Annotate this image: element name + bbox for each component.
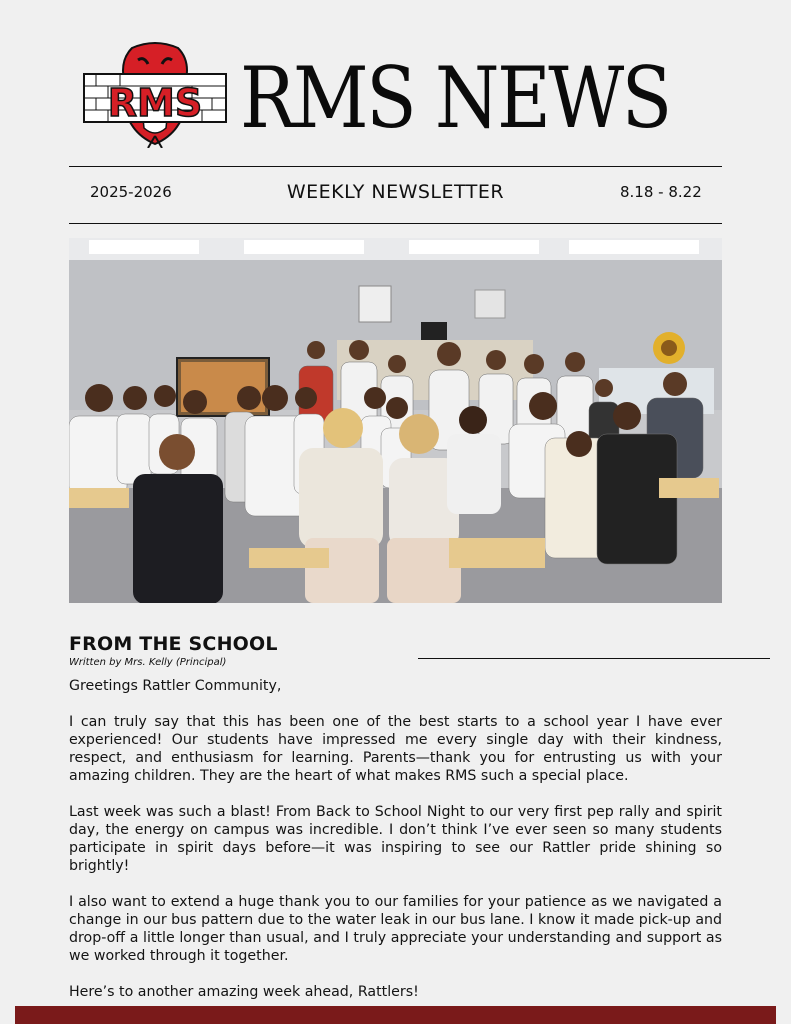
class-group-photo [69, 238, 722, 603]
rattler-logo-icon [82, 40, 228, 148]
article-body [69, 677, 722, 1019]
logo-text: RMS [107, 81, 203, 125]
school-year: 2025-2026 [90, 183, 172, 201]
date-range: 8.18 - 8.22 [620, 183, 702, 201]
newsletter-title: RMS NEWS [240, 49, 670, 147]
paragraph: I can truly say that this has been one of the best starts to a school year I have ever experienced! Our students have impressed me every single day with their kindness, respect, and enthusiasm for learning. Parents—thank you for entrusting us with your amazing children. They are the heart of what makes RMS such a special place. [69, 714, 722, 784]
newsletter-label: WEEKLY NEWSLETTER [286, 181, 505, 203]
paragraph: Last week was such a blast! From Back to School Night to our very first pep rally and spirit day, the energy on campus was incredible. I don’t think I’ve ever seen so many students participate in spirit days before—it was inspiring to see our Rattler pride shining so brightly! [69, 804, 722, 874]
author-byline: Written by Mrs. Kelly (Principal) [69, 657, 227, 668]
paragraph: I also want to extend a huge thank you to our families for your patience as we navigated a change in our bus pattern due to the water leak in our bus lane. I know it made pick-up and drop-off a little longer than usual, and I truly appreciate your understanding and support as we worked through it together. [69, 894, 723, 964]
section-heading: FROM THE SCHOOL [69, 633, 278, 655]
header-top-divider [69, 166, 722, 167]
section-divider [418, 658, 770, 659]
footer-bar [15, 1006, 776, 1024]
header-bottom-divider [69, 223, 722, 224]
greeting: Greetings Rattler Community, [69, 678, 282, 694]
closing: Here’s to another amazing week ahead, Rattlers! [69, 984, 419, 1000]
